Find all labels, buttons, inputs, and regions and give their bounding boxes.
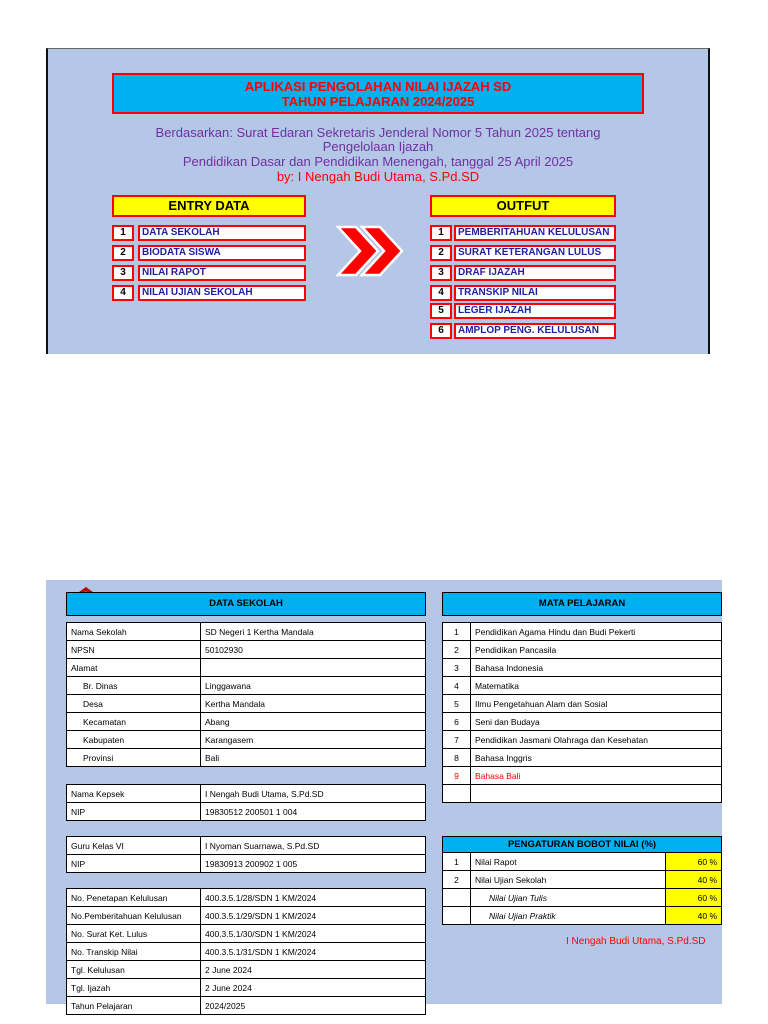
table-row	[67, 713, 426, 731]
table-row	[67, 943, 426, 961]
output-item-amplop-peng-kelulusan[interactable]: AMPLOP PENG. KELULUSAN	[454, 323, 616, 339]
table-row	[67, 961, 426, 979]
output-item-transkip-nilai[interactable]: TRANSKIP NILAI	[454, 285, 616, 301]
table-row	[443, 853, 722, 871]
guru-kelas-label: Guru Kelas VI	[67, 837, 201, 855]
mapel-nama[interactable]: Pendidikan Jasmani Olahraga dan Kesehatan	[471, 731, 722, 749]
kabupaten-label: Kabupaten	[67, 731, 201, 749]
mapel-nama[interactable]: Bahasa Bali	[471, 767, 722, 785]
app-title	[112, 73, 644, 114]
entry-item-1-number[interactable]: 1	[112, 225, 134, 241]
mapel-nama[interactable]: Seni dan Budaya	[471, 713, 722, 731]
entry-item-nilai-rapot[interactable]: NILAI RAPOT	[138, 265, 306, 281]
mapel-no: 4	[443, 677, 471, 695]
nama-kepsek-label: Nama Kepsek	[67, 785, 201, 803]
entry-item-2-number[interactable]: 2	[112, 245, 134, 261]
desa-value[interactable]: Kertha Mandala	[201, 695, 426, 713]
bobot-nilai-ujian-tulis[interactable]: 60 %	[666, 889, 722, 907]
entry-item-data-sekolah[interactable]: DATA SEKOLAH	[138, 225, 306, 241]
table-row	[67, 659, 426, 677]
br-dinas-value[interactable]: Linggawana	[201, 677, 426, 695]
tgl-ijazah-label: Tgl. Ijazah	[67, 979, 201, 997]
table-row	[67, 623, 426, 641]
nip-kepsek-value[interactable]: 19830512 200501 1 004	[201, 803, 426, 821]
table-row	[443, 623, 722, 641]
table-row	[67, 979, 426, 997]
mata-pelajaran-table	[442, 622, 722, 803]
output-header: OUTFUT	[430, 195, 616, 217]
output-item-4-number[interactable]: 4	[430, 285, 452, 301]
table-row	[443, 871, 722, 889]
school-table	[66, 622, 426, 767]
table-row	[67, 907, 426, 925]
mapel-nama[interactable]	[471, 785, 722, 803]
output-item-2-number[interactable]: 2	[430, 245, 452, 261]
table-row	[67, 889, 426, 907]
table-row	[443, 695, 722, 713]
table-row	[443, 731, 722, 749]
mapel-nama[interactable]: Matematika	[471, 677, 722, 695]
bobot-nilai-ujian-praktik[interactable]: 40 %	[666, 907, 722, 925]
menu-panel	[46, 48, 710, 354]
nama-sekolah-value[interactable]: SD Negeri 1 Kertha Mandala	[201, 623, 426, 641]
description-line3: Pendidikan Dasar dan Pendidikan Menengah, tanggal 25 April 2025	[182, 154, 574, 169]
table-row	[443, 785, 722, 803]
table-row	[443, 907, 722, 925]
description-line2: Pengelolaan Ijazah	[322, 139, 434, 154]
nama-kepsek-value[interactable]: I Nengah Budi Utama, S.Pd.SD	[201, 785, 426, 803]
table-row	[67, 785, 426, 803]
entry-item-3-number[interactable]: 3	[112, 265, 134, 281]
entry-data-header: ENTRY DATA	[112, 195, 306, 217]
data-sekolah-header: DATA SEKOLAH	[66, 592, 426, 616]
nip-guru-value[interactable]: 19830913 200902 1 005	[201, 855, 426, 873]
skl-label: No. Surat Ket. Lulus	[67, 925, 201, 943]
output-item-6-number[interactable]: 6	[430, 323, 452, 339]
nama-sekolah-label: Nama Sekolah	[67, 623, 201, 641]
pemberitahuan-value[interactable]: 400.3.5.1/29/SDN 1 KM/2024	[201, 907, 426, 925]
bobot-no	[443, 907, 471, 925]
mapel-no: 5	[443, 695, 471, 713]
entry-item-biodata-siswa[interactable]: BIODATA SISWA	[138, 245, 306, 261]
table-row	[443, 749, 722, 767]
mapel-no: 7	[443, 731, 471, 749]
bobot-nama: Nilai Ujian Sekolah	[471, 871, 666, 889]
br-dinas-label: Br. Dinas	[67, 677, 201, 695]
data-sheet	[46, 580, 722, 1011]
mata-pelajaran-header: MATA PELAJARAN	[442, 592, 722, 616]
table-row	[67, 837, 426, 855]
mapel-no: 8	[443, 749, 471, 767]
bobot-no	[443, 889, 471, 907]
app-title-line1: APLIKASI PENGOLAHAN NILAI IJAZAH SD	[244, 79, 512, 94]
signature-text: I Nengah Budi Utama, S.Pd.SD	[566, 936, 706, 947]
provinsi-value[interactable]: Bali	[201, 749, 426, 767]
output-item-1-number[interactable]: 1	[430, 225, 452, 241]
double-chevron-right-icon	[334, 225, 410, 277]
mapel-no: 1	[443, 623, 471, 641]
kecamatan-label: Kecamatan	[67, 713, 201, 731]
mapel-no	[443, 785, 471, 803]
mapel-nama[interactable]: Pendidikan Pancasila	[471, 641, 722, 659]
table-row	[67, 997, 426, 1015]
bobot-no: 2	[443, 871, 471, 889]
bobot-no: 1	[443, 853, 471, 871]
mapel-no: 9	[443, 767, 471, 785]
table-row	[67, 731, 426, 749]
table-row	[67, 749, 426, 767]
npsn-label: NPSN	[67, 641, 201, 659]
entry-item-nilai-ujian-sekolah[interactable]: NILAI UJIAN SEKOLAH	[138, 285, 306, 301]
bobot-nilai-rapot[interactable]: 60 %	[666, 853, 722, 871]
alamat-label: Alamat	[67, 659, 201, 677]
bobot-nilai-header: PENGATURAN BOBOT NILAI (%)	[442, 836, 722, 853]
guru-kelas-value[interactable]: I Nyoman Suarnawa, S.Pd.SD	[201, 837, 426, 855]
table-row	[67, 803, 426, 821]
output-item-leger-ijazah[interactable]: LEGER IJAZAH	[454, 303, 616, 319]
tgl-ijazah-value[interactable]: 2 June 2024	[201, 979, 426, 997]
kecamatan-value[interactable]: Abang	[201, 713, 426, 731]
app-title-line2: TAHUN PELAJARAN 2024/2025	[281, 94, 475, 109]
kepsek-table	[66, 784, 426, 821]
author-line: by: I Nengah Budi Utama, S.Pd.SD	[276, 169, 480, 184]
table-row	[67, 677, 426, 695]
table-row	[67, 641, 426, 659]
table-row	[67, 695, 426, 713]
tgl-kelulusan-value[interactable]: 2 June 2024	[201, 961, 426, 979]
bobot-nilai-table	[442, 852, 722, 925]
pemberitahuan-label: No.Pemberitahuan Kelulusan	[67, 907, 201, 925]
dokumen-table	[66, 888, 426, 1015]
output-item-surat-keterangan-lulus[interactable]: SURAT KETERANGAN LULUS	[454, 245, 616, 261]
bobot-nama: Nilai Ujian Tulis	[471, 889, 666, 907]
mapel-nama[interactable]: Bahasa Inggris	[471, 749, 722, 767]
mapel-nama[interactable]: Ilmu Pengetahuan Alam dan Sosial	[471, 695, 722, 713]
table-row	[443, 641, 722, 659]
entry-item-4-number[interactable]: 4	[112, 285, 134, 301]
bobot-nama: Nilai Rapot	[471, 853, 666, 871]
table-row	[443, 889, 722, 907]
tahun-pelajaran-value[interactable]: 2024/2025	[201, 997, 426, 1015]
mapel-no: 3	[443, 659, 471, 677]
output-item-3-number[interactable]: 3	[430, 265, 452, 281]
guru-table	[66, 836, 426, 873]
penetapan-label: No. Penetapan Kelulusan	[67, 889, 201, 907]
table-row	[443, 659, 722, 677]
mapel-no: 2	[443, 641, 471, 659]
table-row	[443, 677, 722, 695]
desa-label: Desa	[67, 695, 201, 713]
table-row	[443, 713, 722, 731]
provinsi-label: Provinsi	[67, 749, 201, 767]
kabupaten-value[interactable]: Karangasem	[201, 731, 426, 749]
description-line1: Berdasarkan: Surat Edaran Sekretaris Jenderal Nomor 5 Tahun 2025 tentang	[155, 125, 601, 140]
transkip-value[interactable]: 400.3.5.1/31/SDN 1 KM/2024	[201, 943, 426, 961]
table-row	[443, 767, 722, 785]
bobot-nama: Nilai Ujian Praktik	[471, 907, 666, 925]
mapel-nama[interactable]: Pendidikan Agama Hindu dan Budi Pekerti	[471, 623, 722, 641]
mapel-nama[interactable]: Bahasa Indonesia	[471, 659, 722, 677]
transkip-label: No. Transkip Nilai	[67, 943, 201, 961]
alamat-value[interactable]	[201, 659, 426, 677]
tgl-kelulusan-label: Tgl. Kelulusan	[67, 961, 201, 979]
tahun-pelajaran-label: Tahun Pelajaran	[67, 997, 201, 1015]
mapel-no: 6	[443, 713, 471, 731]
nip-guru-label: NIP	[67, 855, 201, 873]
table-row	[67, 855, 426, 873]
penetapan-value[interactable]: 400.3.5.1/28/SDN 1 KM/2024	[201, 889, 426, 907]
nip-kepsek-label: NIP	[67, 803, 201, 821]
output-item-pemberitahuan-kelulusan[interactable]: PEMBERITAHUAN KELULUSAN	[454, 225, 616, 241]
npsn-value[interactable]: 50102930	[201, 641, 426, 659]
output-item-draf-ijazah[interactable]: DRAF IJAZAH	[454, 265, 616, 281]
bobot-nilai-ujian-sekolah[interactable]: 40 %	[666, 871, 722, 889]
skl-value[interactable]: 400.3.5.1/30/SDN 1 KM/2024	[201, 925, 426, 943]
table-row	[67, 925, 426, 943]
output-item-5-number[interactable]: 5	[430, 303, 452, 319]
